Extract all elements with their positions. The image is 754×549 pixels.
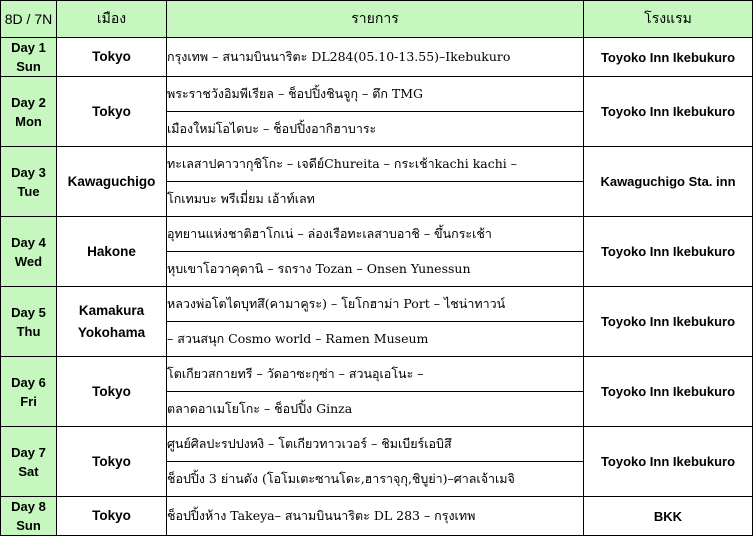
day-cell [1,77,57,147]
day-label: Day 3 [11,164,46,180]
plan-cell: พระราชวังอิมพีเรียล – ช็อปปิ้งชินจูกุ – ตึก TMG [167,77,584,112]
day-label: Day 4 [11,234,46,250]
day-label: Day 5 [11,304,46,320]
table-row [1,357,753,392]
plan-cell: ช็อปปิ้งห้าง Takeya– สนามบินนาริตะ DL 283 – กรุงเทพ [167,497,584,536]
plan-cell: หลวงพ่อโตไดบุทสึ(คามาคูระ) – โยโกฮาม่า Port – ไชน่าทาวน์ [167,287,584,322]
city-name: Tokyo [92,49,131,64]
hotel-cell: Toyoko Inn Ikebukuro [584,217,753,287]
city-cell [57,287,167,357]
plan-cell: หุบเขาโอวาคุดานิ – รถราง Tozan – Onsen Yunessun [167,252,584,287]
day-cell [1,357,57,427]
header-city: เมือง [57,1,167,38]
header-row [1,1,753,38]
table-row [1,497,753,536]
day-weekday: Thu [16,323,41,339]
city-name: Tokyo [92,103,131,119]
day-weekday: Tue [17,183,40,199]
hotel-cell: Toyoko Inn Ikebukuro [584,287,753,357]
city-cell [57,497,167,536]
day-cell [1,427,57,497]
header-plan: รายการ [167,1,584,38]
plan-cell: ศูนย์ศิลปะรปปงหงิ – โตเกียวทาวเวอร์ – ชิมเบียร์เอบิสึ [167,427,584,462]
table-row [1,217,753,252]
day-cell [1,497,57,536]
city-cell [57,357,167,427]
plan-cell: อุทยานแห่งชาติฮาโกเน่ – ล่องเรือทะเลสาบอาชิ – ขึ้นกระเช้า [167,217,584,252]
city-name: Kamakura [78,302,145,318]
hotel-cell: Toyoko Inn Ikebukuro [584,77,753,147]
day-cell [1,147,57,217]
day-label: Day 1 [11,40,46,55]
hotel-cell: BKK [584,497,753,536]
day-weekday: Fri [20,393,37,409]
day-cell [1,38,57,77]
city-name: Hakone [87,243,136,259]
city-name: Tokyo [92,383,131,399]
plan-cell: เมืองใหม่โอไดบะ – ช็อปปิ้งอากิฮาบาระ [167,112,584,147]
city-name: Kawaguchigo [67,173,156,189]
day-label: Day 8 [11,499,46,514]
plan-cell: ตลาดอาเมโยโกะ – ช็อปปิ้ง Ginza [167,392,584,427]
day-weekday: Sun [16,518,41,533]
plan-cell: ช็อปปิ้ง 3 ย่านดัง (โอโมเตะซานโดะ,ฮาราจุกุ,ชิบูย่า)–ศาลเจ้าเมจิ [167,462,584,497]
day-weekday: Wed [14,253,43,269]
hotel-cell: Kawaguchigo Sta. inn [584,147,753,217]
plan-cell: โกเทมบะ พรีเมี่ยม เอ้าท์เลท [167,182,584,217]
day-weekday: Sun [16,59,41,74]
city-cell [57,217,167,287]
city-cell [57,77,167,147]
plan-cell: กรุงเทพ – สนามบินนาริตะ DL284(05.10-13.55)–Ikebukuro [167,38,584,77]
city-name: Yokohama [77,324,146,340]
day-weekday: Sat [18,463,39,479]
header-day: 8D / 7N [1,1,57,38]
day-label: Day 2 [11,94,46,110]
city-name: Tokyo [92,453,131,469]
plan-cell: โตเกียวสกายทรี – วัดอาซะกุซ่า – สวนอุเอโนะ – [167,357,584,392]
table-row [1,38,753,77]
hotel-cell: Toyoko Inn Ikebukuro [584,38,753,77]
table-row [1,77,753,112]
day-label: Day 7 [11,444,46,460]
city-cell [57,147,167,217]
table-row [1,147,753,182]
day-cell [1,287,57,357]
day-weekday: Mon [15,113,42,129]
table-row [1,287,753,322]
plan-cell: ทะเลสาปคาวากุชิโกะ – เจดีย์Chureita – กระเช้าkachi kachi – [167,147,584,182]
hotel-cell: Toyoko Inn Ikebukuro [584,357,753,427]
hotel-cell: Toyoko Inn Ikebukuro [584,427,753,497]
city-cell [57,38,167,77]
day-label: Day 6 [11,374,46,390]
plan-cell: – สวนสนุก Cosmo world – Ramen Museum [167,322,584,357]
table-row [1,427,753,462]
city-name: Tokyo [92,508,131,523]
city-cell [57,427,167,497]
header-hotel: โรงแรม [584,1,753,38]
day-cell [1,217,57,287]
